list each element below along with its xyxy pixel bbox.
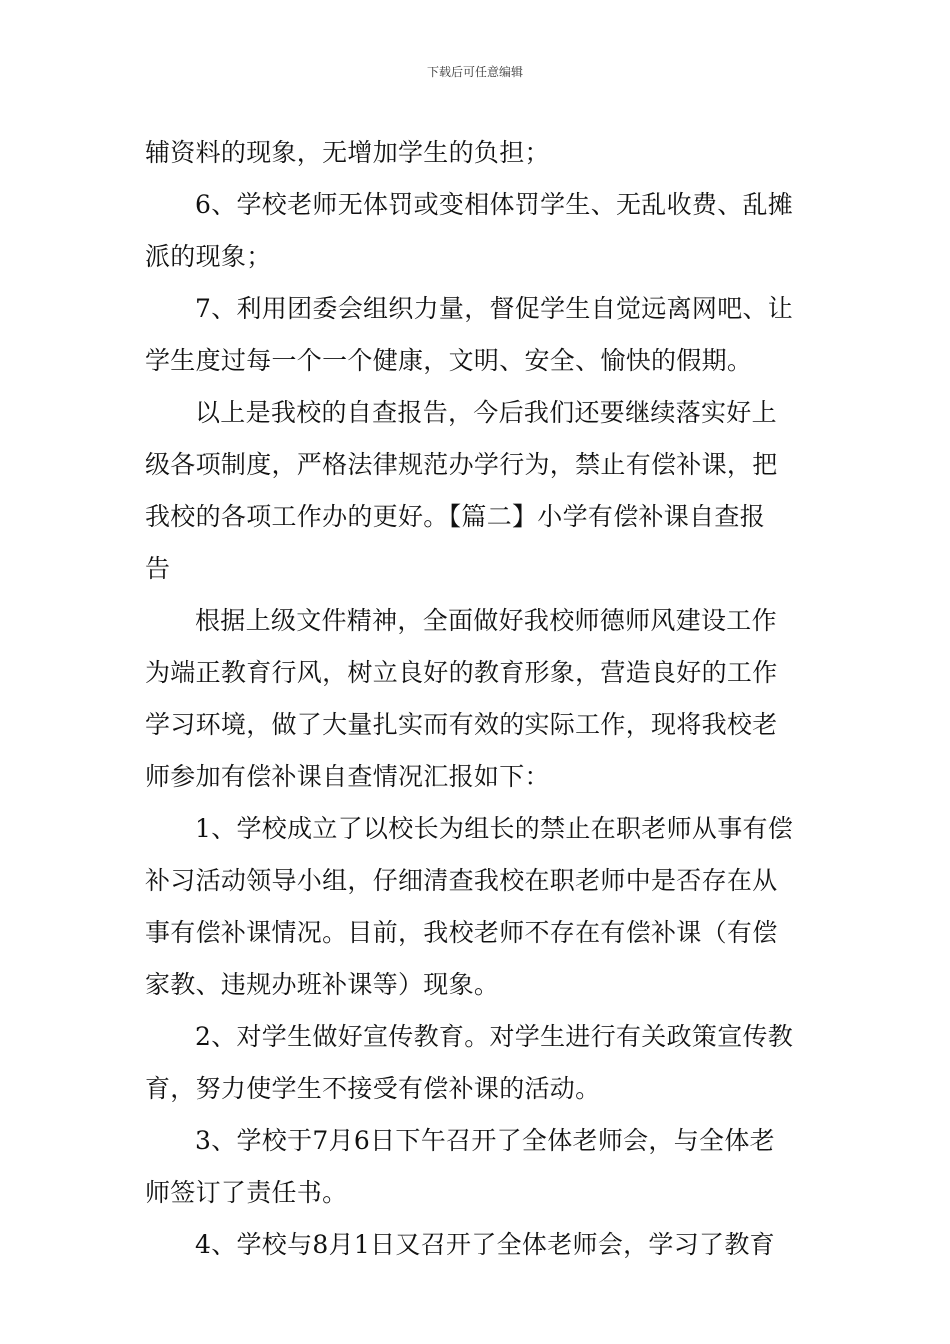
text-line: 2、对学生做好宣传教育。对学生进行有关政策宣传教 bbox=[195, 1022, 794, 1051]
text-line: 育，努力使学生不接受有偿补课的活动。 bbox=[145, 1074, 601, 1103]
text-line: 6、学校老师无体罚或变相体罚学生、无乱收费、乱摊 bbox=[195, 190, 794, 219]
text-line: 4、学校与8月1日又召开了全体老师会，学习了教育 bbox=[195, 1230, 775, 1259]
document-body bbox=[145, 127, 810, 1271]
text-line: 3、学校于7月6日下午召开了全体老师会，与全体老 bbox=[195, 1126, 775, 1155]
text-line: 我校的各项工作办的更好。【篇二】小学有偿补课自查报 bbox=[145, 502, 766, 531]
text-line: 告 bbox=[145, 554, 171, 583]
text-line: 师签订了责任书。 bbox=[145, 1178, 348, 1207]
text-line: 学习环境，做了大量扎实而有效的实际工作，现将我校老 bbox=[145, 710, 778, 739]
text-line: 家教、违规办班补课等）现象。 bbox=[145, 970, 500, 999]
page-header: 下载后可任意编辑 bbox=[426, 65, 523, 79]
text-line: 事有偿补课情况。目前，我校老师不存在有偿补课（有偿 bbox=[145, 918, 778, 947]
text-line: 级各项制度，严格法律规范办学行为，禁止有偿补课，把 bbox=[145, 450, 778, 479]
text-line: 补习活动领导小组，仔细清查我校在职老师中是否存在从 bbox=[145, 866, 778, 895]
text-line: 以上是我校的自查报告，今后我们还要继续落实好上 bbox=[195, 398, 777, 427]
text-line: 辅资料的现象，无增加学生的负担； bbox=[145, 138, 550, 167]
text-line: 派的现象； bbox=[145, 242, 272, 271]
text-line: 根据上级文件精神，全面做好我校师德师风建设工作 bbox=[195, 606, 777, 635]
text-line: 师参加有偿补课自查情况汇报如下： bbox=[145, 762, 550, 791]
text-line: 为端正教育行风，树立良好的教育形象，营造良好的工作 bbox=[145, 658, 778, 687]
text-line: 1、学校成立了以校长为组长的禁止在职老师从事有偿 bbox=[195, 814, 794, 843]
text-line: 7、利用团委会组织力量，督促学生自觉远离网吧、让 bbox=[195, 294, 794, 323]
text-line: 学生度过每一个一个健康，文明、安全、愉快的假期。 bbox=[145, 346, 753, 375]
